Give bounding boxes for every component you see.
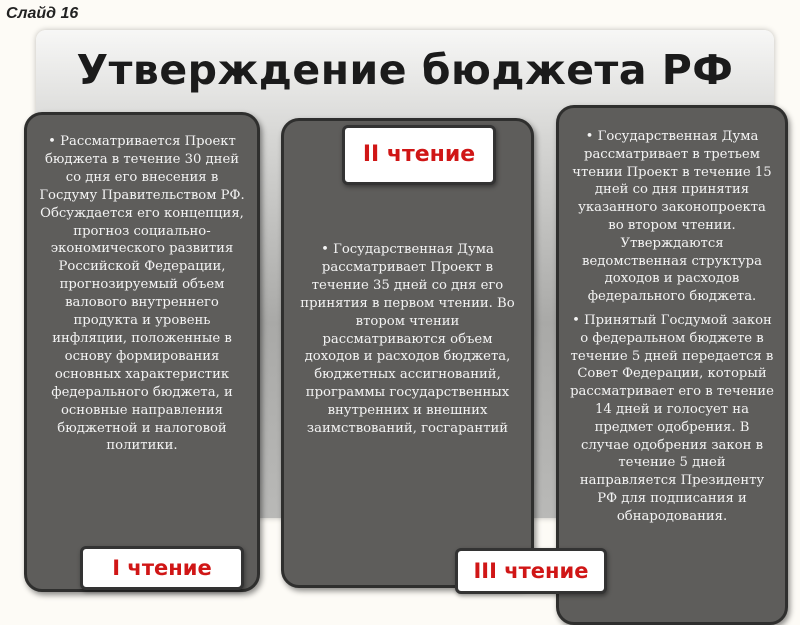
slide-number-label: Слайд 16 [6,5,79,22]
second-reading-text: • Государственная Дума рассматривает Проект в течение 35 дней со дня его принятия в первом чтении. Во втором чтении рассматриваются объем доходов и расходов бюджета, бюджетных ассигнований, программы государственных внутренних и внешних заимствований, госгарантий [300,242,515,437]
third-reading-text-2: • Принятый Госдумой закон о федеральном бюджете в течение 5 дней передается в Совет Федерации, который рассматривает его в течение 14 дней и голосует на предмет одобрения. В случае одобрения закон в течение 5 дней направляется Президенту РФ для подписания и обнародования. [570,312,774,524]
third-reading-tag: III чтение [455,548,607,594]
second-reading-card [281,118,534,588]
first-reading-tag: I чтение [80,546,244,590]
first-reading-text: • Рассматривается Проект бюджета в течение 30 дней со дня его внесения в Госдуму Правительством РФ. Обсуждается его концепция, прогноз социально-экономического развития Российской Федерации, прогнозируемый объем валового внутреннего продукта и уровень инфляции, положенные в основу формирования основных характеристик федерального бюджета, и основные направления бюджетной и налоговой политики. [39,134,245,454]
third-reading-card [556,105,788,625]
slide-title: Утверждение бюджета РФ [76,46,734,94]
third-reading-text-1: • Государственная Дума рассматривает в третьем чтении Проект в течение 15 дней со дня принятия указанного законопроекта во втором чтении. Утверждаются ведомственная структура доходов и расходов федерального бюджета. [572,129,772,305]
second-reading-tag: II чтение [342,125,496,185]
first-reading-card [24,112,260,592]
